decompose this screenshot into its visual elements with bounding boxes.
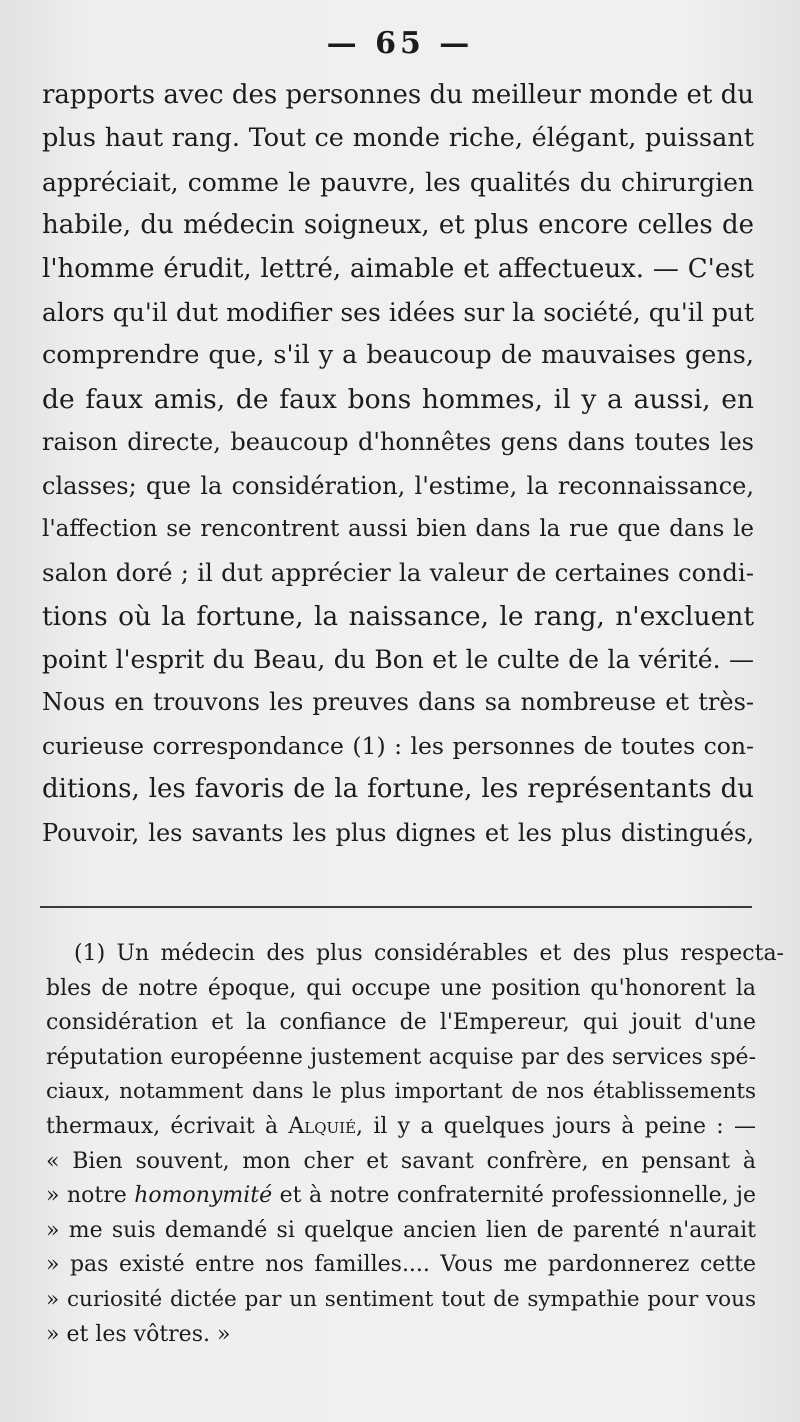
footnote-text: thermaux, écrivait à [46, 1113, 289, 1139]
text-line: raison directe, beaucoup d'honnêtes gens dans toutes les [42, 428, 754, 457]
body-text [42, 74, 754, 855]
text-line: appréciait, comme le pauvre, les qualités du chirurgien [42, 167, 754, 197]
footnote-line: » pas existé entre nos familles.... Vous me pardonnerez cette [46, 1252, 756, 1278]
footnote-line: » curiosité dictée par un sentiment tout de sympathie pour vous [46, 1286, 756, 1312]
footnote-separator [40, 906, 752, 908]
emphasized-word: homonymité [134, 1183, 273, 1209]
text-line: curieuse correspondance (1) : les personnes de toutes con- [42, 731, 754, 760]
text-line: classes; que la considération, l'estime, la reconnaissance, [42, 471, 754, 500]
footnote-line: ciaux, notamment dans le plus important de nos établissements [46, 1079, 756, 1105]
footnote-line: considération et la confiance de l'Empereur, qui jouit d'une [46, 1010, 756, 1036]
text-line: point l'esprit du Beau, du Bon et le culte de la vérité. — [42, 645, 754, 675]
text-line: Pouvoir, les savants les plus dignes et les plus distingués, [42, 818, 754, 847]
text-line: comprendre que, s'il y a beaucoup de mauvaises gens, [42, 340, 754, 371]
footnote-line: (1) Un médecin des plus considérables et des plus respecta- [74, 941, 784, 966]
text-line: salon doré ; il dut apprécier la valeur de certaines condi- [42, 558, 754, 588]
footnote-line: réputation européenne justement acquise par des services spé- [46, 1044, 756, 1070]
footnote [46, 937, 784, 1352]
text-line: l'homme érudit, lettré, aimable et affectueux. — C'est [42, 253, 754, 284]
footnote-line: « Bien souvent, mon cher et savant confrère, en pensant à [46, 1148, 756, 1174]
text-line: tions où la fortune, la naissance, le rang, n'excluent [42, 600, 754, 632]
text-line: rapports avec des personnes du meilleur monde et du [42, 80, 754, 110]
footnote-line [46, 1110, 756, 1145]
author-name: Alquié [288, 1113, 357, 1139]
footnote-text: » notre [46, 1183, 135, 1209]
footnote-text: et à notre confraternité professionnelle, je [272, 1183, 756, 1209]
footnote-text: , il y a quelques jours à peine : — [356, 1113, 756, 1139]
text-line: ditions, les favoris de la fortune, les représentants du [42, 774, 754, 805]
footnote-line: » et les vôtres. » [46, 1321, 231, 1347]
text-line: l'affection se rencontrent aussi bien dans la rue que dans le [42, 515, 754, 542]
footnote-line: bles de notre époque, qui occupe une position qu'honorent la [46, 975, 756, 1001]
page-number: — 65 — [326, 26, 474, 61]
text-line: habile, du médecin soigneux, et plus encore celles de [42, 210, 754, 241]
footnote-line: » me suis demandé si quelque ancien lien de parenté n'aurait [46, 1217, 756, 1243]
text-line: de faux amis, de faux bons hommes, il y a aussi, en [42, 383, 754, 415]
text-line: plus haut rang. Tout ce monde riche, élégant, puissant [42, 123, 754, 154]
text-line: Nous en trouvons les preuves dans sa nombreuse et très- [42, 688, 754, 717]
text-line: alors qu'il dut modifier ses idées sur la société, qu'il put [42, 297, 754, 327]
footnote-line [46, 1179, 756, 1214]
